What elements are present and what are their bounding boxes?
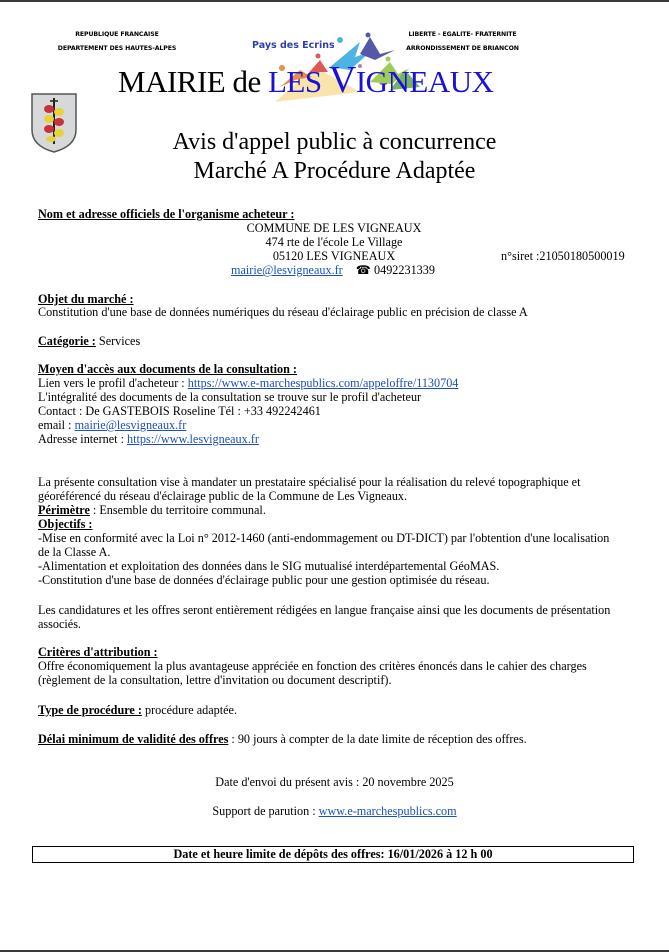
mairie-name-part2: IGNEAUX [355,64,494,99]
buyer-label: Nom et adresse officiels de l'organisme acheteur : [38,207,295,221]
region-logo-text: Pays des Ecrins [252,40,335,51]
email-line [38,418,186,432]
language-line-1: Les candidatures et les offres seront entièrement rédigées en langue française ainsi que les documents de présentation [38,603,611,617]
criteria-label: Critères d'attribution : [38,645,158,659]
support-line [0,804,669,818]
email-prefix: email : [38,418,75,432]
contact-text: Contact : De GASTEBOIS Roseline Tél : +33 492242461 [38,404,321,418]
sent-date: Date d'envoi du présent avis : 20 novembre 2025 [215,775,454,789]
website-line [38,432,259,446]
mairie-name-part1: LES [267,64,329,99]
notice-title: Avis d'appel public à concurrence [172,129,497,155]
arrondissement-label: ARRONDISSEMENT DE BRIANCON [406,45,519,52]
phone-icon: ☎ [355,263,371,277]
buyer-phone: 0492231339 [374,263,435,277]
integrality-text: L'intégralité des documents de la consultation se trouve sur le profil d'acheteur [38,390,422,404]
website-link[interactable]: https://www.lesvigneaux.fr [127,432,259,446]
criteria-line-1: Offre économiquement la plus avantageuse appréciée en fonction des critères énoncés dans le cahier des charges [38,659,587,673]
access-label: Moyen d'accès aux documents de la consultation : [38,362,297,376]
description-line-1: La présente consultation vise à mandater un prestataire spécialisé pour la réalisation du relevé topographique et [38,475,581,489]
deadline-box [32,846,634,863]
objective-item: de la Classe A. [38,545,111,559]
procedure-label: Type de procédure : [38,703,142,717]
mairie-title [118,59,494,101]
procedure-value: procédure adaptée. [141,703,238,717]
buyer-contact-line [231,263,435,277]
support-link[interactable]: www.e-marchespublics.com [318,804,457,818]
objective-item: -Alimentation et exploitation des données dans le SIG mutualisé interdépartemental GéoMAS. [38,559,500,573]
perimeter-text: : Ensemble du territoire communal. [89,503,266,517]
procedure-line [38,703,237,717]
profile-line [38,376,458,390]
perimeter-label: Périmètre [38,503,90,517]
department-label: DEPARTEMENT DES HAUTES-ALPES [57,45,177,52]
mairie-prefix: MAIRIE de [118,64,268,99]
object-text: Constitution d'une base de données numériques du réseau d'éclairage public en précision de classe A [38,305,528,319]
validity-label: Délai minimum de validité des offres [38,732,229,746]
buyer-email-link[interactable]: mairie@lesvigneaux.fr [231,263,343,277]
buyer-name: COMMUNE DE LES VIGNEAUX [246,221,422,235]
category-label: Catégorie : [38,334,96,348]
criteria-line-2: (règlement de la consultation, lettre d'invitation ou document descriptif). [38,673,392,687]
buyer-city: 05120 LES VIGNEAUX [272,249,396,263]
motto-label: LIBERTE - EGALITE- FRATERNITE [408,31,517,38]
notice-subtitle: Marché A Procédure Adaptée [193,158,476,184]
description-line-2: géoréférencé du réseau d'éclairage public de la Commune de Les Vigneaux. [38,489,408,503]
objective-item: -Mise en conformité avec la Loi n° 2012-1460 (anti-endommagement ou DT-DICT) par l'obtention d'une localisation [38,531,610,545]
buyer-siret: n°siret :21050180500019 [501,249,625,263]
top-border [0,0,669,2]
perimeter-line [38,503,266,517]
profile-link[interactable]: https://www.e-marchespublics.com/appeloffre/1130704 [187,376,459,390]
support-prefix: Support de parution : [212,804,319,818]
deadline-value: 16/01/2026 à 12 h 00 [387,847,493,861]
object-label: Objet du marché : [38,292,134,306]
website-prefix: Adresse internet : [38,432,128,446]
buyer-street: 474 rte de l'école Le Village [265,235,403,249]
objective-item: -Constitution d'une base de données d'éclairage public pour une gestion optimisée du réseau. [38,573,490,587]
republic-label: REPUBLIQUE FRANCAISE [75,31,159,38]
validity-value: : 90 jours à compter de la date limite de réception des offres. [228,732,527,746]
category-line [38,334,140,348]
objectives-label: Objectifs : [38,517,93,531]
category-value: Services [95,334,141,348]
language-line-2: associés. [38,617,81,631]
validity-line [38,732,527,746]
mairie-name-initial: V [328,59,356,101]
profile-prefix: Lien vers le profil d'acheteur : [38,376,188,390]
header-left [52,28,182,56]
deadline-label: Date et heure limite de dépôts des offres: [173,847,388,861]
email-link[interactable]: mairie@lesvigneaux.fr [74,418,187,432]
